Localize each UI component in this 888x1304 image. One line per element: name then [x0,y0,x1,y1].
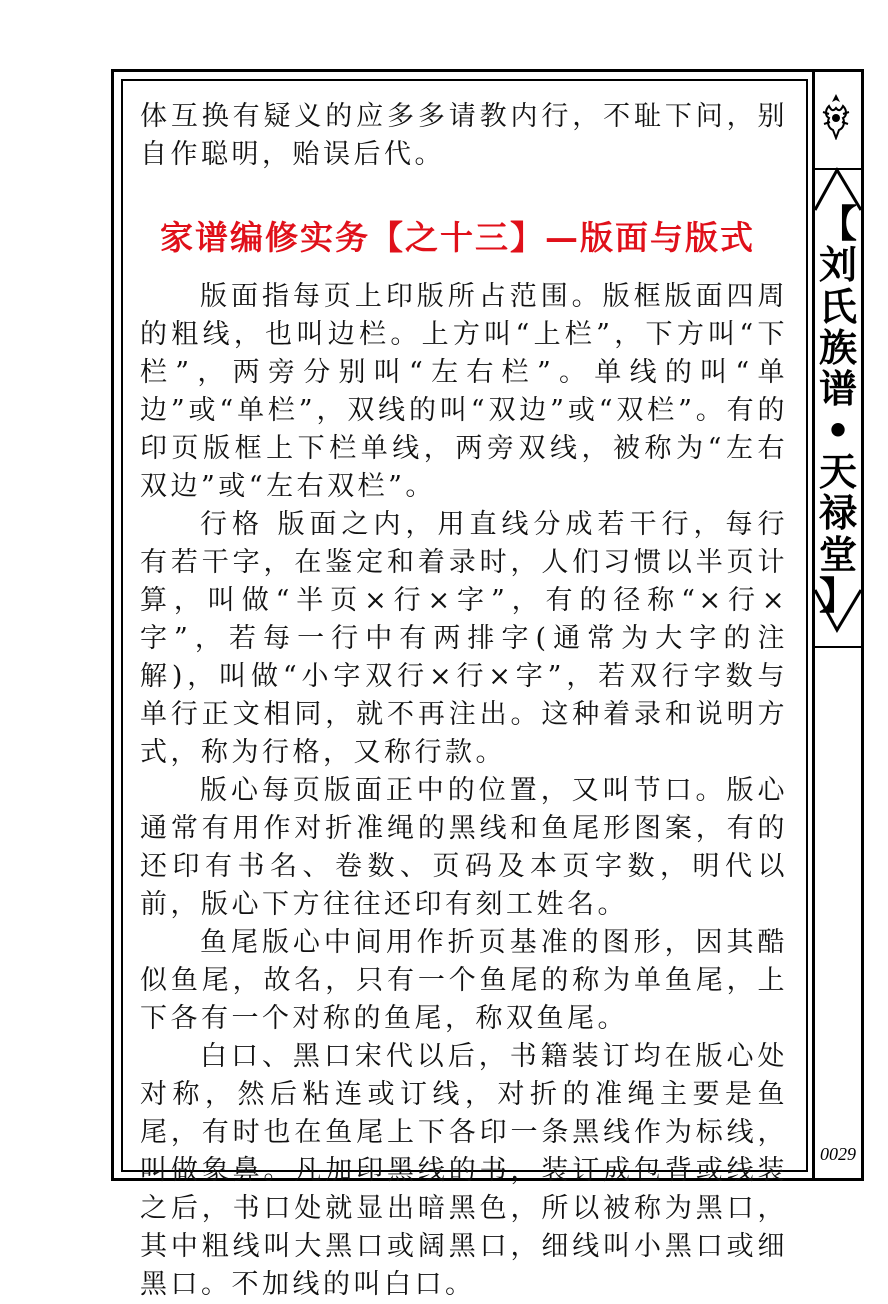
intro-paragraph: 体互换有疑义的应多多请教内行，不耻下问，别自作聪明，贻误后代。 [140,101,788,170]
intro-block [140,98,788,174]
section-headline: 家谱编修实务【之十三】—版面与版式 [160,218,755,257]
side-title-char: 氏 [818,284,857,329]
side-title-char: 禄 [818,491,857,536]
paragraph-fish-tail: 鱼尾版心中间用作折页基准的图形，因其酷似鱼尾，故名，只有一个鱼尾的称为单鱼尾，上下各有一个对称的鱼尾，称双鱼尾。 [140,927,788,1034]
paragraph-white-black-mouth: 白口、黑口宋代以后，书籍装订均在版心处对称，然后粘连或订线，对折的准绳主要是鱼尾，有时也在鱼尾上下各印一条黑线作为标线，叫做象鼻。凡加印黑线的书，装订成包背或线装之后，书口处就显出暗黑色，所以被称为黑口，其中粗线叫大黑口或阔黑口，细线叫小黑口或细黑口。不加线的叫白口。 [140,1041,788,1300]
side-title-char: • [825,408,851,453]
side-title-char: 天 [818,449,857,494]
body-text [140,278,788,1304]
paragraph-layout: 版面指每页上印版所占范围。版框版面四周的粗线，也叫边栏。上方叫“上栏”，下方叫“下栏”，两旁分别叫“左右栏”。单线的叫“单边”或“单栏”，双线的叫“双边”或“双栏”。有的印页版框上下栏单线，两旁双线，被称为“左右双边”或“左右双栏”。 [140,281,788,502]
side-title-char: 】 [818,573,857,618]
side-title-char: 刘 [818,243,857,288]
side-title-char: 堂 [818,532,857,577]
side-title-char: 族 [818,325,857,370]
family-emblem-icon [819,92,853,140]
side-title-char: 谱 [818,367,857,412]
side-title-char: 【 [818,202,857,246]
paragraph-line-format: 行格 版面之内，用直线分成若干行，每行有若干字，在鉴定和着录时，人们习惯以半页计算，叫做“半页×行×字”，有的径称“×行×字”，若每一行中有两排字(通常为大字的注解)，叫做“小字双行×行×字”，若双行字数与单行正文相同，就不再注出。这种着录和说明方式，称为行格，又称行款。 [140,509,788,768]
side-title [815,202,861,618]
page-number: 0029 [820,1144,856,1164]
paragraph-center-fold: 版心每页版面正中的位置，又叫节口。版心通常有用作对折准绳的黑线和鱼尾形图案，有的还印有书名、卷数、页码及本页字数，明代以前，版心下方往往还印有刻工姓名。 [140,775,788,920]
